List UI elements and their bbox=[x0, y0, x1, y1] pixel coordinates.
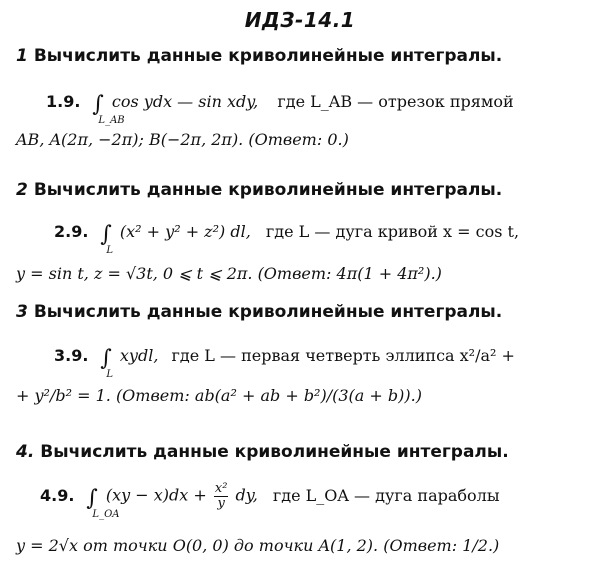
integral-sign: ∫ L_AB bbox=[92, 92, 125, 126]
integral-sign: ∫ L_OA bbox=[86, 485, 120, 520]
task-2-line-1 bbox=[54, 222, 520, 256]
integrand-part-1: (xy − x)dx + bbox=[105, 485, 207, 505]
fraction bbox=[214, 482, 229, 510]
task-number: 3 bbox=[16, 302, 28, 322]
integral-subscript: L_OA bbox=[92, 508, 120, 520]
task-3-line-1 bbox=[54, 346, 515, 380]
condition-text: где L — первая четверть эллипса x²/a² + bbox=[171, 346, 515, 365]
problem-number: 3.9. bbox=[54, 346, 89, 365]
page-title: ИДЗ-14.1 bbox=[244, 8, 356, 32]
task-4-line-1 bbox=[40, 481, 500, 520]
task-4-heading bbox=[16, 442, 509, 462]
condition-text: где L_AB — отрезок прямой bbox=[277, 92, 514, 111]
condition-text: где L — дуга кривой x = cos t, bbox=[265, 222, 520, 241]
integral-subscript: L_AB bbox=[98, 115, 125, 126]
answer: (Ответ: 1/2.) bbox=[383, 536, 500, 555]
answer: (Ответ: 0.) bbox=[248, 130, 349, 149]
task-heading-text: Вычислить данные криволинейные интегралы. bbox=[33, 46, 503, 66]
condition-text: где L_OA — дуга параболы bbox=[272, 485, 500, 505]
condition-text-2: y = 2√x от точки O(0, 0) до точки A(1, 2). bbox=[16, 536, 379, 555]
task-number: 2 bbox=[16, 180, 28, 200]
condition-text-2: AB, A(2π, −2π); B(−2π, 2π). bbox=[16, 130, 244, 149]
fraction-numerator: x² bbox=[214, 481, 228, 496]
integrand: (x² + y² + z²) dl, bbox=[119, 222, 251, 241]
task-heading-text: Вычислить данные криволинейные интегралы. bbox=[40, 442, 509, 462]
fraction-denominator: y bbox=[217, 495, 225, 511]
task-3-heading bbox=[16, 302, 502, 322]
task-number: 4. bbox=[16, 442, 35, 462]
task-1-line-2 bbox=[16, 130, 349, 149]
problem-number: 2.9. bbox=[54, 222, 89, 241]
task-heading-text: Вычислить данные криволинейные интегралы. bbox=[33, 302, 503, 322]
task-1-heading bbox=[16, 46, 502, 66]
problem-number: 4.9. bbox=[40, 485, 75, 505]
integral-sign: ∫ L bbox=[100, 222, 114, 256]
integral-subscript: L bbox=[106, 369, 114, 380]
condition-text-2: y = sin t, z = √3t, 0 ⩽ t ⩽ 2π. bbox=[16, 264, 253, 283]
task-3-line-2 bbox=[16, 386, 422, 405]
answer: (Ответ: ab(a² + ab + b²)/(3(a + b)).) bbox=[115, 386, 422, 405]
condition-text-2: + y²/b² = 1. bbox=[16, 386, 111, 405]
problem-number: 1.9. bbox=[46, 92, 81, 111]
integrand-part-2: dy, bbox=[235, 485, 258, 505]
integrand: cos ydx — sin xdy, bbox=[111, 92, 259, 111]
task-number: 1 bbox=[16, 46, 28, 66]
integral-sign: ∫ L bbox=[100, 346, 114, 380]
answer: (Ответ: 4π(1 + 4π²).) bbox=[257, 264, 442, 283]
integrand: xydl, bbox=[119, 346, 159, 365]
task-heading-text: Вычислить данные криволинейные интегралы. bbox=[33, 180, 503, 200]
task-2-heading bbox=[16, 180, 502, 200]
task-2-line-2 bbox=[16, 264, 442, 283]
task-4-line-2 bbox=[16, 536, 499, 555]
task-1-line-1 bbox=[46, 92, 514, 126]
integral-subscript: L bbox=[106, 245, 114, 256]
